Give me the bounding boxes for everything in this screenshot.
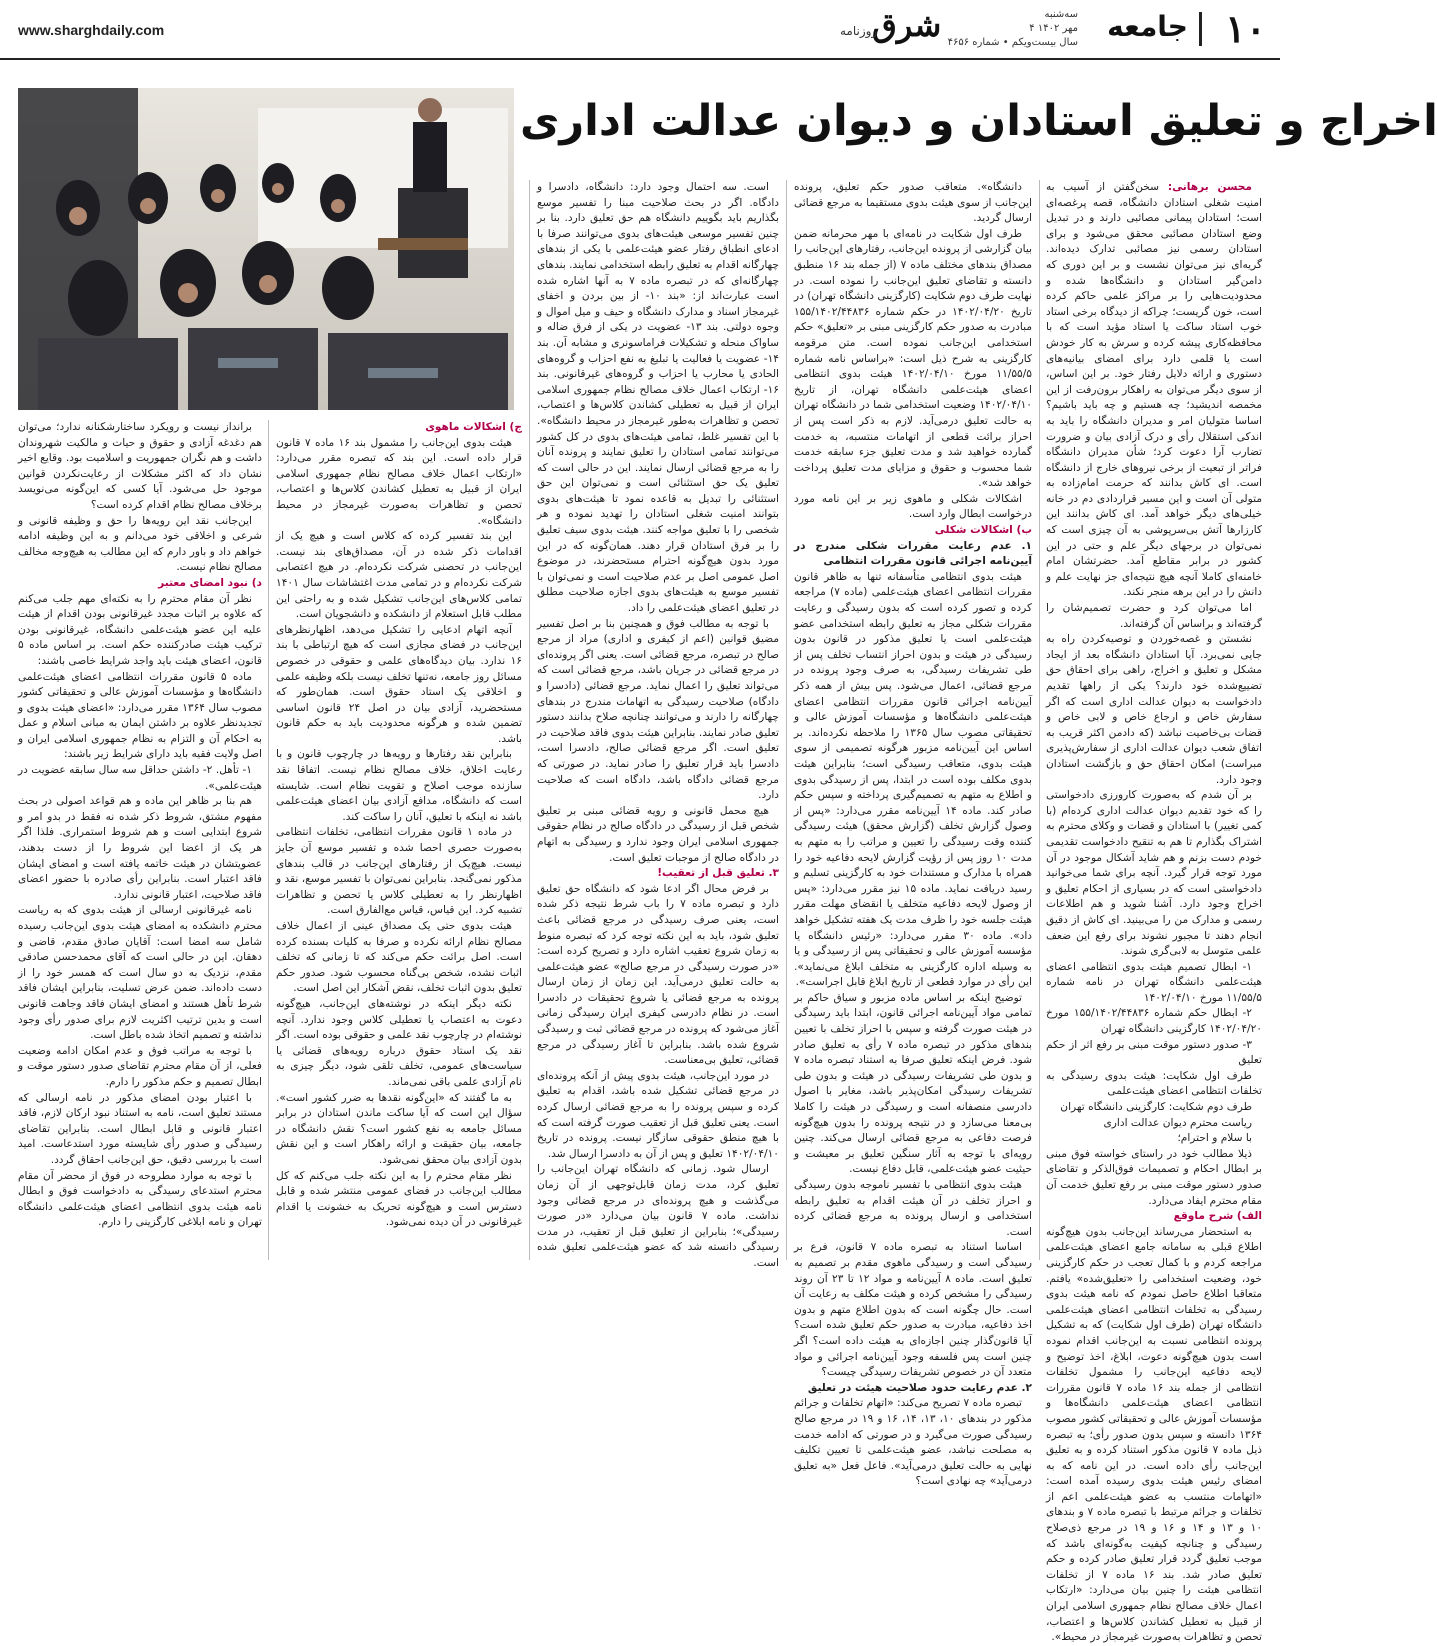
paragraph: برانداز نیست و رویکرد ساختارشکنانه ندارد؛ می‌توان هم دغدغه آزادی و حقوق و حیات و مالکیت شهروندان داشت و هم نگران جمهوریت و اسلامیت بود. وقایع اخیر نشان داد که اکثر مشکلات از رعایت‌نکردن قوانین موجود حل می‌شود. آیا کسی که این‌گونه می‌نویسد برخلاف مصالح نظام اقدام کرده است؟ [18, 421, 262, 511]
issue-number: سال بیست‌ویکم • شماره ۴۶۵۶ [947, 37, 1078, 48]
paragraph: با اعتبار بودن امضای مذکور در نامه ارسالی که مستند تعلیق است، نامه به استناد نبود ارکان لازم، فاقد اعتبار قانونی و قابل ابطال است. بنابراین تقاضای رسیدگی و صدور رأی شایسته مورد استدعاست. امید است با بررسی دقیق، حق این‌جانب احقاق گردد. [18, 1091, 262, 1166]
paragraph: هیچ محمل قانونی و رویه قضائی مبنی بر تعلیق شخص قبل از رسیدگی در دادگاه صالح در نظام حقوقی جمهوری اسلامی ایران وجود ندارد و رسیدگی به اتهام در دادگاه صالح از موجبات تعلیق است. [537, 804, 779, 864]
paragraph: است. سه احتمال وجود دارد: دانشگاه، دادسرا و دادگاه. اگر در بحث صلاحیت مبنا را تفسیر موسع بگذاریم باید بگوییم دانشگاه هم حق تعلیق دارد. بنا بر چنین تفسیر موسعی هیئت‌های بدوی می‌توانند صرفا با ادعای انطباق رفتار عضو هیئت‌علمی با یکی از بندهای چهارگانه اقدام به تعلیق رابطه استخدامی نمایند. بندهای چهارگانه‌ای که در تبصره ماده ۷ به آنها اشاره شده است عبارت‌اند از: «بند ۱۰- از بین بردن و اخفای غیرمجاز اسناد و مدارک دانشگاه و حیف و میل اموال و وجوه دولتی. بند ۱۳- عضویت در یکی از فرق ضاله و ساواک منحله و تشکیلات فراماسونری و مشابه آن. بند ۱۴- عضویت یا فعالیت یا تبلیغ به نفع احزاب و گروه‌های الحادی یا محارب یا احزاب و گروه‌های غیرقانونی. بند ۱۶- ارتکاب اعمال خلاف مصالح نظام جمهوری اسلامی ایران از قبیل به تعطیلی کشاندن کلاس‌ها و اعتصاب، تحصن و تظاهرات به‌طور غیرمجاز در محیط دانشگاه». با این تفسیر غلط، تمامی هیئت‌های بدوی در کل کشور می‌توانند تمامی استادان را تعلیق نمایند و پرونده آنان را به مرجع قضائی ارسال نمایند. این در حالی است که تعلیق یک حق استثنائی است و نمی‌توان این حق استثنائی را تبدیل به قاعده نمود تا هیئت‌های بدوی بتوانند امنیت شغلی استادان را تهدید نموده و هر شخصی را با تعلیق مواجه کنند. هیئت بدوی سیف تعلیق را بر فرق استادان قرار دهند. همان‌گونه که در این مورد بدون هیچ‌گونه احترام مستحضرند، در موضوع اصل عمومی اصل بر عدم صلاحیت است و نمی‌توان با تفسیر موسع به هیئت‌های بدوی اجازه صلاحیت مطلق در تعلیق اعضای هیئت‌علمی را داد. [537, 181, 780, 615]
paragraph: با توجه به مراتب فوق و عدم امکان ادامه وضعیت فعلی، از آن مقام محترم تقاضای صدور دستور موقت و ابطال تصمیم و حکم مذکور را دارم. [18, 1044, 262, 1088]
paragraph: نکته دیگر اینکه در نوشته‌های این‌جانب، هیچ‌گونه دعوت به اعتصاب یا تعطیلی کلاس وجود ندارد. آنچه نوشته‌ام در چارچوب نقد علمی و حقوقی بوده است. اگر نقد یک استاد حقوق درباره رویه‌های قضائی یا سیاست‌های عمومی، تخلف تلقی شود، دیگر چیزی به نام آزادی علمی باقی نمی‌ماند. [276, 997, 522, 1088]
paragraph: طرف دوم شکایت: کارگزینی دانشگاه تهران [1060, 1101, 1252, 1114]
subheading: ۳. تعلیق قبل از تعقیب! [657, 867, 779, 880]
masthead [0, 0, 1280, 60]
paragraph: طرف اول شکایت: هیئت بدوی رسیدگی به تخلفات انتظامی اعضای هیئت‌علمی [1046, 1069, 1262, 1098]
paragraph: به ما گفتند که «این‌گونه نقدها به ضرر کشور است». سؤال این است که آیا ساکت ماندن استادان در برابر مسائل جامعه به نفع کشور است؟ نقش دانشگاه در جامعه، بیان حقیقت و ارائه راهکار است و این نقش بدون آزادی بیان محقق نمی‌شود. [276, 1091, 522, 1166]
subheading: د) نبود امضای معتبر [158, 576, 262, 589]
article-column-2 [794, 180, 1033, 1488]
section-name: جامعه [1107, 10, 1188, 43]
paragraph: این بند تفسیر کرده که کلاس است و هیچ یک از اقدامات ذکر شده در آن، مصداق‌های بند نیست. این‌جانب در تحصنی شرکت نکرده‌ام. در هیچ اعتصابی شرکت نکرده‌ام و در تمامی مدت اغتشاشات سال ۱۴۰۱ تمامی کلاس‌های این‌جانب تشکیل شده و به راحتی این مطلب قابل استعلام از دانشکده و دانشجویان است. [276, 530, 522, 621]
paragraph: در ماده ۱ قانون مقررات انتظامی، تخلفات انتظامی به‌صورت حصری احصا شده و تفسیر موسع آن جایز نیست. هیچ‌یک از رفتارهای این‌جانب در قالب بندهای مذکور نمی‌گنجد. بنابراین نمی‌توان با تفسیر موسع، نقد و اظهارنظر را به تعطیلی کلاس یا تحصن و تظاهرات تشبیه کرد. این قیاس، قیاس مع‌الفارق است. [276, 826, 522, 917]
paragraph: اما می‌توان کرد و حضرت تصمیم‌شان را گرفته‌اند و براساس آن گرفته‌اند. [1046, 602, 1262, 630]
article-column-3 [537, 180, 780, 1269]
paragraph: ۲- ابطال حکم شماره ۱۵۵/۱۴۰۲/۴۴۸۳۶ مورخ ۱۴۰۲/۰۴/۲۰ کارگزینی دانشگاه تهران [1046, 1007, 1262, 1036]
paragraph: نامه غیرقانونی ارسالی از هیئت بدوی که به ریاست محترم دانشکده به امضای هیئت بدوی این‌جانب رسیده شامل سه امضا است: آقایان صادق مقدم، قاضی و دهقان. این در حالی است که آقای محمدحسن صادقی مقدم، نزدیک به دو سال است که همسر خود را از دست داده‌اند. ضمن عرض تسلیت، بنابراین ایشان فاقد شرط تأهل هستند و امضای ایشان فاقد وجاهت قانونی است و بدین ترتیب اکثریت لازم برای صدور رأی وجود نداشته و تصمیم اتخاذ شده باطل است. [18, 904, 262, 1042]
paragraph: بر فرض محال اگر ادعا شود که دانشگاه حق تعلیق دارد و تبصره ماده ۷ را باب شرط نتیجه ذکر شده است، یعنی صرف رسیدگی در مرجع قضائی باعث تعلیق شود، باید به این نکته توجه کرد که تبصره منوط به زمان شروع تعقیب اشاره دارد و تصریح کرده است: «در صورت رسیدگی در مرجع صالح» عضو هیئت‌علمی به حالت تعلیق درمی‌آید. این زمان از زمان ارسال پرونده به مرجع قضائی یا شروع تحقیقات در دادسرا است. در نظام دادرسی کیفری ایران رسیدگی زمانی آغاز می‌شود که پرونده در مرجع قضائی ثبت و رسیدگی شروع شده باشد. بنابراین تا آغاز رسیدگی در مرجع قضائی، تعلیق بی‌معناست. [537, 882, 779, 1067]
article-column-5 [18, 420, 262, 1260]
article-headline: اخراج و تعلیق استادان و دیوان عدالت اداری [520, 96, 1438, 146]
paragraph: تبصره ماده ۷ تصریح می‌کند: «اتهام تخلفات و جرائم مذکور در بندهای ۱۰، ۱۳، ۱۴، ۱۶ و ۱۹ در مرجع صالح رسیدگی صورت می‌گیرد و در صورتی که ادامه خدمت به مصلحت نباشد، عضو هیئت‌علمی تا تعیین تکلیف نهایی به حالت تعلیق درمی‌آید». فاعل فعل «به تعلیق درمی‌آید» چه نهادی است؟ [794, 1397, 1032, 1488]
paragraph: به استحضار می‌رساند این‌جانب بدون هیچ‌گونه اطلاع قبلی به سامانه جامع اعضای هیئت‌علمی مراجعه کردم و با کمال تعجب در حکم کارگزینی خود، وضعیت استخدامی را «تعلیق‌شده» یافتم. متعاقبا اطلاع حاصل نمودم که نامه هیئت بدوی رسیدگی به تخلفات انتظامی اعضای هیئت‌علمی دانشگاه تهران (طرف اول شکایت) که به تشکیل پرونده انتظامی نسبت به این‌جانب اقدام نموده است بدون هیچ‌گونه دعوت، ابلاغ، اخذ توضیح و لایحه دفاعیه این‌جانب را مشمول تخلفات انتظامی از جمله بند ۱۶ ماده ۷ قانون مقررات انتظامی اعضای هیئت‌علمی دانشگاه‌ها و مؤسسات آموزش عالی و تحقیقاتی کشور مصوب ۱۳۶۴ دانسته و سپس بدون صدور رأی؛ به تبصره ذیل ماده ۷ قانون مذکور استناد کرده و به تعلیق این‌جانب رأی داده است. در این نامه که به امضای رئیس هیئت بدوی رسیده آمده است: «اتهامات منتسب به عضو هیئت‌علمی اعم از تخلفات و جرائم مرتبط با تبصره ماده ۷ و بندهای ۱۰ و ۱۳ و ۱۴ و ۱۶ و ۱۹ در مرجع ذی‌صلاح رسیدگی و چنانچه کیفیت به‌گونه‌ای باشد که موجب تعلیق گردد قرار تعلیق صادر کرده و حکم تعلیق صادر شد. بند ۱۶ ماده ۷ از تخلفات انتظامی هیئت را چنین بیان می‌دارد: «ارتکاب اعمال خلاف مصالح نظام جمهوری اسلامی ایران از قبیل به تعطیل کشاندن کلاس‌ها و اعتصاب، تحصن و تظاهرات به‌صورت غیرمجاز در محیط». [1046, 1225, 1263, 1644]
paragraph: ۱- ابطال تصمیم هیئت بدوی انتظامی اعضای هیئت‌علمی دانشگاه تهران در نامه شماره ۱۱/۵۵/۵ مورخ ۱۴۰۲/۰۴/۱۰ [1046, 960, 1262, 1004]
paragraph: هیئت بدوی حتی یک مصداق عینی از اعمال خلاف مصالح نظام ارائه نکرده و صرفا به کلیات بسنده کرده است. اصل برائت حکم می‌کند که تا زمانی که تخلف اثبات نشده، شخص بی‌گناه محسوب شود. صدور حکم تعلیق بدون اثبات تخلف، نقض آشکار این اصل است. [276, 920, 522, 995]
subheading: الف) شرح ماوقع [1173, 1210, 1262, 1223]
paragraph: هیئت بدوی انتظامی با تفسیر ناموجه بدون رسیدگی و احراز تخلف در آن هیئت اقدام به تعلیق رابطه استخدامی و ارسال پرونده به مرجع قضائی کرده است. [794, 1179, 1032, 1238]
subheading: ج) اشکالات ماهوی [425, 421, 522, 433]
paragraph: اساسا استناد به تبصره ماده ۷ قانون، فرع بر رسیدگی است و رسیدگی ماهوی مقدم بر تصمیم به تعلیق است. ماده ۸ آیین‌نامه و مواد ۱۲ تا ۲۳ آن روند رسیدگی را مشخص کرده و هیئت مکلف به رعایت آن است. حال چگونه است که بدون اطلاع متهم و بدون اخذ دفاعیه، مبادرت به صدور حکم تعلیق شده است؟ آیا قانون‌گذار چنین اجازه‌ای به هیئت داده است؟ اگر چنین است پس فلسفه وجود آیین‌نامه اجرائی و مواد متعدد آن در خصوص تشریفات رسیدگی چیست؟ [794, 1241, 1033, 1379]
paragraph: هم بنا بر ظاهر این ماده و هم قواعد اصولی در بحث مفهوم مشتق، شروط ذکر شده نه فقط در بدو امر و شروع ابتدایی است و هم شروط استمراری. فلذا اگر هر یک از اعضا این شروط را از دست بدهند، عضویتشان در هیئت خاتمه یافته است و امضای ایشان فاقد اعتبار است. بنابراین رأی صادره با حضور اعضای فاقد صلاحیت، اعتبار قانونی ندارد. [18, 795, 262, 901]
paragraph: ۳- صدور دستور موقت مبنی بر رفع اثر از حکم تعلیق [1046, 1038, 1262, 1067]
paragraph: طرف اول شکایت در نامه‌ای با مهر محرمانه ضمن بیان گزارشی از پرونده این‌جانب، رفتارهای این‌جانب را مصداق بندهای مختلف ماده ۷ (از جمله بند ۱۶ منطبق دانسته و تقاضای تعلیق این‌جانب را نموده است. در نهایت طرف دوم شکایت (کارگزینی دانشگاه تهران) در تاریخ ۱۴۰۲/۰۴/۲۰ در حکم شماره ۱۵۵/۱۴۰۲/۴۴۸۳۶ مبادرت به صدور حکم کارگزینی مبنی بر «تعلیق» حکم استخدامی این‌جانب نموده است. متن مرقومه کارگزینی به شرح ذیل است: «براساس نامه شماره ۱۱/۵۵/۵ مورخ ۱۴۰۲/۰۴/۱۰ هیئت بدوی انتظامی اعضای هیئت‌علمی دانشگاه تهران، از تاریخ ۱۴۰۲/۰۴/۱۰ وضعیت استخدامی شما در دانشگاه تهران به حالت تعلیق درمی‌آید. لازم به ذکر است پس از احراز برائت قطعی از اتهامات منتسبه، به خدمت گمارده خواهید شد و مدت تعلیق جزء سابقه خدمت شما محسوب و حقوق و مزایای مدت تعلیق پرداخت خواهد شد». [794, 227, 1032, 490]
paragraph: بر آن شدم که به‌صورت کارورزی دادخواستی را که خود تقدیم دیوان عدالت اداری کرده‌ام (با کمی تغییر) با استادان و قضات و وکلای محترم به اشتراک بگذارم تا هم به تنقیح دادخواست تقدیمی خودم دست بزنم و هم شاید آشکال موجود در آن مورد توجه قرار گیرد. آنچه برای شما می‌خوانید دادخواستی است که در بسیاری از احکام تعلیق و اخراج وجود دارد. آشنا شوید و هم اطلاعات رسمی و مدارک من را می‌بینید. ای کاش از دقیق انجام دهند تا مجبور نشوند برای رفع این ضعف علمی متوسل به لابی‌گری شوند. [1046, 789, 1262, 958]
paragraph: با توجه به موارد مطروحه در فوق از محضر آن مقام محترم استدعای رسیدگی به دادخواست فوق و ابطال نامه هیئت بدوی انتظامی اعضای هیئت‌علمی دانشگاه تهران و نامه ابلاغی کارگزینی را دارم. [18, 1169, 262, 1229]
paragraph: نظر مقام محترم را به این نکته جلب می‌کنم که کل مطالب این‌جانب در فضای عمومی منتشر شده و قابل دسترس است و هیچ‌گونه تحریک به خشونت یا اقدام غیرقانونی در آن دیده نمی‌شود. [276, 1169, 522, 1229]
newspaper-logo: شرق [872, 6, 942, 44]
paragraph: ارسال شود. زمانی که دانشگاه تهران این‌جانب را تعلیق کرد، مدت زمان قابل‌توجهی از آن زمان می‌گذشت و هیچ پرونده‌ای در مرجع قضائی وجود نداشت. ماده ۷ قانون بیان می‌دارد «در صورت رسیدگی»؛ بنابراین از تعلیق قبل از تعقیب، در مدت رسیدگی دانسته شد که عضو هیئت‌علمی تعلیق شده است. [537, 1163, 779, 1269]
paragraph: توضیح اینکه بر اساس ماده مزبور و سیاق حاکم بر تمامی مواد آیین‌نامه اجرائی قانون، ابتدا باید رسیدگی در هیئت صورت گرفته و سپس با احراز تخلف با تعیین بندهای مذکور در تبصره ماده ۷ رأی به تعلیق صادر شود. فرض اینکه تعلیق صرفا به استناد تبصره ماده ۷ و بدون طی تشریفات رسیدگی در هیئت و بدون طی تشریفات رسیدگی امکان‌پذیر باشد، مغایر با اصول دادرسی منصفانه است و رسیدگی در هیئت را کاملا بی‌معنا می‌سازد و در نتیجه پرونده را بدون هیچ‌گونه فرصت دفاعی به مرجع قضائی ارسال می‌کند. چنین رویه‌ای با توجه به آثار سنگین تعلیق بر معیشت و حیثیت عضو هیئت‌علمی، قابل دفاع نیست. [794, 991, 1032, 1176]
issue-info [928, 8, 1078, 50]
paragraph: آنچه اتهام ادعایی را تشکیل می‌دهد، اظهارنظرهای این‌جانب در فضای مجازی است که هیچ ارتباطی با بند ۱۶ ندارد. بیان دیدگاه‌های علمی و حقوقی در خصوص مسائل روز جامعه، نه‌تنها تخلف نیست بلکه وظیفه علمی و اخلاقی یک استاد حقوق است. همان‌طور که مستحضرید، آزادی بیان در اصل ۲۴ قانون اساسی تضمین شده و هرگونه محدودیت باید به حکم قانون باشد. [276, 623, 523, 745]
paragraph: ذیلا مطالب خود در راستای خواسته فوق مبنی بر ابطال احکام و تصمیمات فوق‌الذکر و تقاضای صدور دستور موقت مبنی بر رفع تعلیق خدمت آن مقام محترم ایفاد می‌دارد. [1046, 1147, 1262, 1207]
newspaper-logo-tag: روزنامه [840, 24, 878, 38]
classroom-lecture-photo [18, 88, 514, 410]
paragraph: این‌جانب نقد این رویه‌ها را حق و وظیفه قانونی و شرعی و اخلاقی خود می‌دانم و به این وظیفه ادامه خواهم داد و باور دارم که این مطالب به هیچ‌وجه مخالف مصالح نظام نیست. [18, 514, 262, 574]
paragraph-text: سخن‌گفتن از آسیب به امنیت شغلی استادان دانشگاه، قصه پرغصه‌ای است؛ استادان پیمانی مصائبی دارند و در تبدیل وضع استادان مصائبی محقق می‌شود و برای استادان رسمی نیز مصائبی تدارک دیده‌اند. گریه‌ای نیز می‌توان نشست و بر این دوری که دامن‌گیر استادان و دانشگاه‌ها شده و محدودیت‌هایی را بر مراکز علمی حاکم کرده است، خون گریست؛ چراکه از دیدگاه برخی استاد خوب استاد ساکت یا استاد مؤید است که با محافظه‌کاری پیشه کرده و سرش به کار خودش است یا قلمی دارد برای امضای بیانیه‌های دستوری و ارائه دلایل رفتار خود. بر این اساس، از سوی دیگر می‌توان به راهکار برون‌رفت از این مخمصه اندیشید؛ چه هستیم و چه باید باشیم؟ اساسا متولیان امر و مدیران دانشگاه را باید به اندکی استقلال رأی و درک آزادی بیان و ضرورت تضارب آرا دعوت کرد؛ شأن مدیران دانشگاه فراتر از تبعیت از برخی نیروهای خارج از دانشگاه است. ای کاش بدانند که حرمت امام‌زاده به متولی آن است و این مسیر قراردادی دم در خانه خیلی‌های دیگر خواهد آمد. ای کاش بدانند این کارزارها آتش بی‌سرپوشی به آن چیزی است که نمی‌توان در برجهای دیگر علم و حتی در این کشور در برابر مقاطع آمد. حضرتشان امام خامنه‌ای کاملا آنچه هیچ نتیجه‌ای جز نهایت علم و دانش را در این برهه منجر نکند. [1046, 181, 1262, 599]
paragraph: اشکالات شکلی و ماهوی زیر بر این نامه مورد درخواست ابطال وارد است. [794, 492, 1032, 521]
paragraph: ۱- تأهل. ۲- داشتن حداقل سه سال سابقه عضویت در هیئت‌علمی». [18, 764, 262, 792]
paragraph: با توجه به مطالب فوق و همچنین بنا بر اصل تفسیر مضیق قوانین (اعم از کیفری و اداری) مراد از مرجع صالح در تبصره، مرجع قضائی است. یعنی اگر پرونده‌ای در مرجع قضائی در جریان باشد، مرجع قضائی است که می‌تواند تعلیق را اعمال نماید. مرجع قضائی (دادسرا و دادگاه) صلاحیت رسیدگی به اتهامات مندرج در بندهای چهارگانه را دارند و می‌توانند چنانچه صلاح بدانند دستور تعلیق صادر نمایند. بنابراین هیئت بدوی فاقد صلاحیت در تعلیق است. اگر مرجع قضائی صالح، دادسرا است، دادسرا باید قرار تعلیق را صادر نماید. در صورتی که مرجع قضائی دادگاه باشد، دادگاه است که صلاحیت دارد. [537, 617, 779, 802]
paragraph: در مورد این‌جانب، هیئت بدوی پیش از آنکه پرونده‌ای در مرجع قضائی تشکیل شده باشد، اقدام به تعلیق کرده و سپس پرونده را به مرجع قضائی ارسال کرده است. یعنی تعلیق قبل از تعقیب صورت گرفته است که با هیچ منطق حقوقی سازگار نیست. پرونده در تاریخ ۱۴۰۲/۰۴/۱۰ تعلیق و پس از آن به دادسرا ارسال شد. [537, 1069, 779, 1160]
paragraph: ریاست محترم دیوان عدالت اداری [1103, 1116, 1252, 1129]
page-number: ۱۰ [1225, 6, 1266, 51]
article-column-1 [1046, 180, 1263, 1644]
paragraph: نشستن و غصه‌خوردن و توصیه‌کردن راه به جایی نمی‌برد. آیا استادان دانشگاه بعد از ایجاد مشکل و تعلیق و اخراج، راهی برای احقاق حق تضییع‌شده خود دارند؟ یکی از راهها تقدیم دادخواست به دیوان عدالت اداری است که اگر سفارش خاص و ارجاع خاص و لابی خاص و قضات بی‌خاصیت نباشد (که دادمن اکثر قریب به اتفاق شعب دیوان عدالت اداری از سفارش‌پذیری مبراست) امکان احقاق حق و بازگشت استادان وجود دارد. [1046, 633, 1262, 786]
column-divider [786, 180, 787, 1260]
issue-day: سه‌شنبه [1044, 9, 1078, 20]
paragraph: نظر آن مقام محترم را به نکته‌ای مهم جلب می‌کنم که علاوه بر اثبات مجدد غیرقانونی بودن اقدام از هیئت علیه این عضو هیئت‌علمی دانشگاه، غیرقانونی بودن ترکیب هیئت صادرکننده حکم است. بر اساس ماده ۵ قانون، اعضای هیئت باید واجد شرایط خاصی باشند: [18, 592, 262, 667]
paragraph: بنابراین نقد رفتارها و رویه‌ها در چارچوب قانون و با رعایت اخلاق، خلاف مصالح نظام نیست. اتفاقا نقد سازنده موجب اصلاح و تقویت نظام است. شایسته است که دانشگاه، مدافع آزادی بیان اعضای هیئت‌علمی باشد نه اینکه با تعلیق، آنان را ساکت کند. [276, 748, 522, 823]
paragraph: ماده ۵ قانون مقررات انتظامی اعضای هیئت‌علمی دانشگاه‌ها و مؤسسات آموزش عالی و تحقیقاتی کشور مصوب سال ۱۳۶۴ مقرر می‌دارد: «اعضای هیئت بدوی و تجدیدنظر علاوه بر داشتن ایمان به مبانی اسلام و عمل به احکام آن و التزام به نظام جمهوری اسلامی ایران و اصل ولایت فقیه باید دارای شرایط زیر باشند: [18, 670, 262, 761]
article-column-4 [276, 420, 522, 1260]
column-divider [268, 420, 269, 1260]
website-url[interactable]: www.sharghdaily.com [18, 22, 165, 38]
author-name: محسن برهانی: [1159, 181, 1252, 193]
subheading: ب) اشکالات شکلی [934, 524, 1032, 537]
column-divider [1039, 180, 1040, 1260]
paragraph: هیئت بدوی این‌جانب را مشمول بند ۱۶ ماده ۷ قانون قرار داده است. این بند که تبصره مقرر می‌دارد: «ارتکاب اعمال خلاف مصالح نظام جمهوری اسلامی ایران از قبیل به تعطیل کشاندن کلاس‌ها و اعتصاب، تحصن و تظاهرات به‌صورت غیرمجاز در محیط دانشگاه». [276, 436, 522, 527]
paragraph: هیئت بدوی انتظامی متأسفانه تنها به ظاهر قانون مقررات انتظامی اعضای هیئت‌علمی (ماده ۷) مراجعه کرده و تصور کرده است که بدون رسیدگی و رعایت مقررات شکلی مجاز به تعلیق رابطه استخدامی عضو هیئت‌علمی است یا تعلیق مذکور در قانون بدون رسیدگی در هیئت و بدون احراز انتساب تخلف پس از طی تشریفات رسیدگی، به صرف وجود پرونده در مرجع قضائی، اعمال می‌شود. پس بیش از همه ذکر آیین‌نامه اجرائی قانون مقررات انتظامی اعضای هیئت‌علمی دانشگاه‌ها و مؤسسات آموزش عالی و تحقیقاتی مصوب سال ۱۳۶۵ را ملاحظه نکرده‌اند. بر اساس این آیین‌نامه مزبور هرگونه تصمیمی از سوی هیئت بدوی، متعاقب رسیدگی است؛ بنابراین هیئت بدوی مکلف بوده است در ابتدا، پس از رسیدگی بدوی و اطلاع به متهم به تصمیم‌گیری پرداخته و سپس حکم صادر کند. ماده ۱۴ آیین‌نامه مقرر می‌دارد: «پس از وصول گزارش تخلف (گزارش محقق) هیئت رسیدگی کننده وقت رسیدگی را تعیین و مراتب را به متهم به مدت ۱۰ روز پس از رؤیت گزارش لایحه دفاعیه خود را همراه با مدارک و مستندات خود به کارگزینی تسلیم و رسید دریافت نماید. ماده ۱۵ نیز مقرر می‌دارد: «پس از وصول لایحه دفاعیه متخلف یا انقضای مهلت مقرر هیئت جلسه خود را ظرف مدت یک هفته تشکیل خواهد داد». ماده ۳۰ مقرر می‌دارد: «رئیس دانشگاه یا مؤسسه آموزش عالی و تحقیقاتی پس از رسیدگی و یا به وسیله اداره کارگزینی به متخلف ابلاغ می‌نماید». این رأی در موارد قطعی از تاریخ ابلاغ قابل اجراست». [794, 570, 1033, 989]
photo-illustration [18, 88, 514, 410]
lead-paragraph [1046, 180, 1262, 601]
bold-subheading: ۲. عدم رعایت حدود صلاحیت هیئت در تعلیق [807, 1381, 1032, 1394]
paragraph: دانشگاه». متعاقب صدور حکم تعلیق، پرونده این‌جانب از سوی هیئت بدوی مستقیما به مرجع قضائی ارسال گردید. [794, 181, 1032, 225]
masthead-divider [1199, 12, 1202, 46]
column-divider [529, 180, 530, 1260]
issue-date: ۴ مهر ۱۴۰۲ [1029, 23, 1078, 34]
paragraph: با سلام و احترام؛ [1177, 1132, 1252, 1145]
bold-subheading: ۱. عدم رعایت مقررات شکلی مندرج در آیین‌نامه اجرائی قانون مقررات انتظامی [794, 539, 1032, 568]
